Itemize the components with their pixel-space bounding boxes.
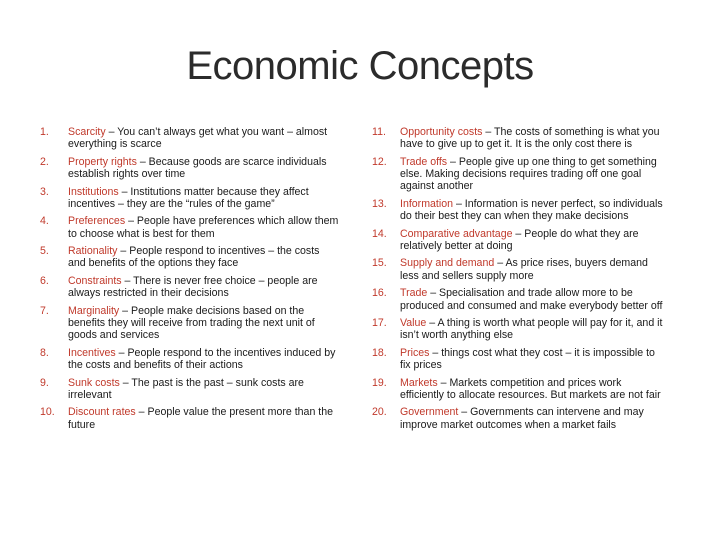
concept-term: Preferences — [68, 215, 126, 228]
concept-number: 13. — [372, 197, 387, 210]
concept-description: – Because goods are scarce individuals establish rights over time — [68, 155, 327, 181]
concept-text — [400, 126, 664, 151]
concept-item — [372, 257, 664, 282]
concept-term: Sunk costs — [68, 376, 120, 389]
concept-item — [40, 275, 340, 300]
concept-number: 19. — [372, 376, 387, 389]
concept-term: Rationality — [68, 245, 118, 258]
concept-text — [68, 406, 340, 431]
concept-term: Comparative advantage — [400, 227, 513, 240]
concept-text — [68, 126, 340, 151]
concept-description: – Governments can intervene and may improve market outcomes when a market fails — [400, 406, 644, 431]
concept-text — [400, 317, 664, 342]
concept-text — [400, 257, 664, 282]
concept-term: Institutions — [68, 185, 119, 198]
concept-item — [372, 287, 664, 312]
concept-text — [68, 186, 340, 211]
concept-item — [372, 347, 664, 372]
concept-list-right — [372, 126, 664, 436]
concept-number: 4. — [40, 215, 49, 228]
concept-term: Marginality — [68, 304, 120, 317]
concept-text — [68, 305, 340, 342]
concept-number: 6. — [40, 274, 49, 287]
concept-number: 5. — [40, 245, 49, 258]
concept-item — [372, 156, 664, 193]
concept-term: Scarcity — [68, 126, 106, 138]
concept-term: Information — [400, 197, 453, 210]
concept-list-left — [40, 126, 340, 436]
concept-term: Government — [400, 406, 459, 419]
concept-text — [400, 347, 664, 372]
concept-item — [40, 305, 340, 342]
concept-description: – People respond to the incentives induced by the costs and benefits of their actions — [68, 346, 336, 372]
concept-description: – Specialisation and trade allow more to be produced and consumed and make everybody better off — [400, 287, 663, 312]
concept-description: – You can’t always get what you want – almost everything is scarce — [68, 126, 328, 151]
concept-term: Trade offs — [400, 155, 448, 168]
concept-description: – Institutions matter because they affect incentives – they are the “rules of the game” — [68, 185, 309, 210]
concept-description: – The past is the past – sunk costs are irrelevant — [68, 376, 304, 401]
concept-description: – People make decisions based on the benefits they will receive from trading the next unit of goods and services — [68, 304, 315, 342]
concept-term: Constraints — [68, 274, 122, 287]
concept-item — [40, 126, 340, 151]
concept-text — [68, 275, 340, 300]
concept-item — [40, 186, 340, 211]
concept-number: 15. — [372, 257, 387, 270]
concept-description: – The costs of something is what you have to give up to get it. It is the only cost there is — [400, 126, 660, 151]
concept-description: – People give up one thing to get something else. Making decisions requires trading off one goal against another — [400, 155, 657, 193]
concept-term: Supply and demand — [400, 257, 495, 270]
concept-item — [372, 377, 664, 402]
concept-item — [40, 215, 340, 240]
concept-number: 2. — [40, 155, 49, 168]
concept-text — [400, 287, 664, 312]
concept-number: 20. — [372, 406, 387, 419]
page-title: Economic Concepts — [186, 44, 534, 88]
concept-term: Discount rates — [68, 406, 136, 419]
concept-item — [40, 406, 340, 431]
concept-text — [400, 228, 664, 253]
concept-term: Value — [400, 316, 427, 329]
concept-description: – People have preferences which allow them to choose what is best for them — [68, 215, 339, 240]
concept-number: 8. — [40, 346, 49, 359]
concept-number: 3. — [40, 185, 49, 198]
concept-term: Property rights — [68, 155, 137, 168]
concept-text — [400, 198, 664, 223]
concept-description: – As price rises, buyers demand less and sellers supply more — [400, 257, 648, 282]
concept-number: 17. — [372, 316, 387, 329]
concept-description: – People do what they are relatively better at doing — [400, 227, 639, 252]
concept-number: 11. — [372, 126, 386, 138]
concept-number: 12. — [372, 155, 387, 168]
concept-text — [68, 215, 340, 240]
concept-description: – A thing is worth what people will pay for it, and it isn’t worth anything else — [400, 316, 663, 342]
concept-text — [400, 156, 664, 193]
concept-item — [40, 377, 340, 402]
concept-number: 14. — [372, 227, 387, 240]
concept-item — [372, 406, 664, 431]
concept-term: Trade — [400, 287, 428, 300]
concept-number: 16. — [372, 287, 387, 300]
concept-item — [372, 228, 664, 253]
concept-description: – Information is never perfect, so individuals do their best they can when they make decisions — [400, 197, 663, 223]
concept-item — [372, 317, 664, 342]
concept-description: – There is never free choice – people are always restricted in their decisions — [68, 274, 318, 300]
concept-text — [68, 377, 340, 402]
concept-item — [372, 126, 664, 151]
concept-term: Markets — [400, 376, 438, 389]
concept-term: Incentives — [68, 346, 116, 359]
concept-number: 18. — [372, 346, 387, 359]
concept-description: – People value the present more than the future — [68, 406, 334, 431]
concept-term: Opportunity costs — [400, 126, 483, 138]
concept-item — [40, 245, 340, 270]
concept-number: 10. — [40, 406, 55, 419]
concept-text — [68, 245, 340, 270]
concept-number: 9. — [40, 376, 49, 389]
concept-description: – things cost what they cost – it is impossible to fix prices — [400, 346, 655, 372]
concept-term: Prices — [400, 346, 430, 359]
concept-description: – Markets competition and prices work efficiently to allocate resources. But markets are not fair — [400, 376, 661, 401]
concept-text — [400, 406, 664, 431]
concept-item — [40, 156, 340, 181]
concept-text — [400, 377, 664, 402]
concept-item — [40, 347, 340, 372]
concept-text — [68, 347, 340, 372]
concept-description: – People respond to incentives – the costs and benefits of the options they face — [68, 245, 320, 270]
concept-item — [372, 198, 664, 223]
concept-number: 1. — [40, 126, 49, 138]
concept-text — [68, 156, 340, 181]
concept-number: 7. — [40, 304, 49, 317]
